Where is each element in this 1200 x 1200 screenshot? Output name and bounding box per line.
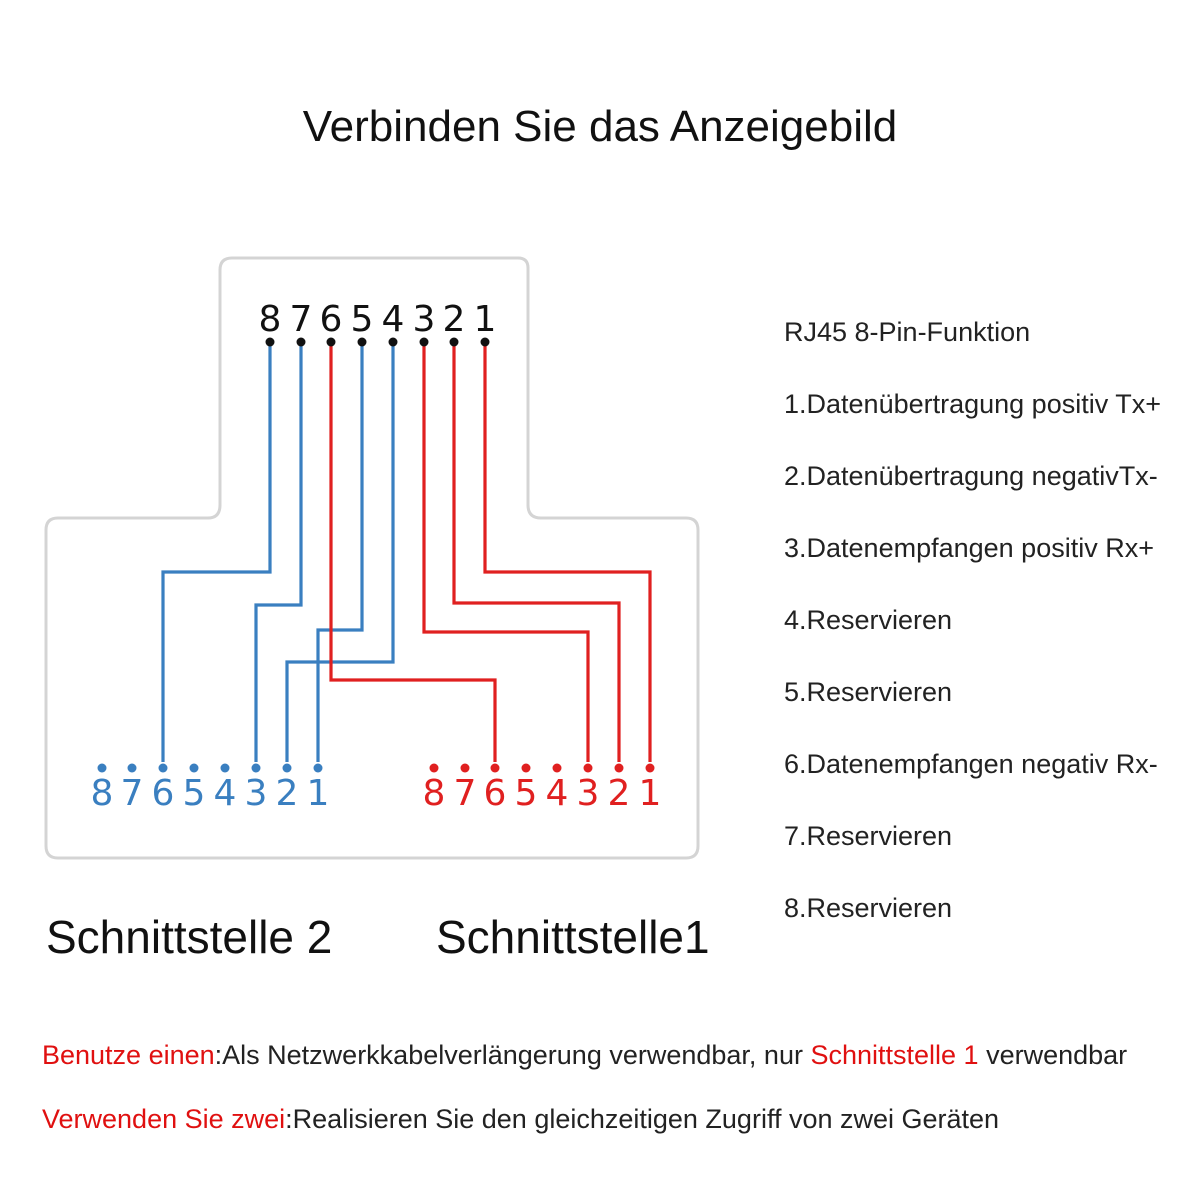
if2-pin-label-4: 4 [213,773,237,814]
if1-pin-label-1: 1 [638,773,662,814]
if1-pin-dot-5 [522,764,531,773]
pin-function-item-7: 7.Reservieren [784,821,953,851]
if2-pin-dot-8 [98,764,107,773]
if1-pin-label-8: 8 [422,773,446,814]
note-two-use [42,1104,999,1135]
if2-pin-label-2: 2 [275,773,299,814]
if1-pin-dot-8 [430,764,439,773]
pin-function-heading: RJ45 8-Pin-Funktion [784,317,1031,347]
if1-pin-label-3: 3 [576,773,600,814]
top-pin-label-8: 8 [258,299,282,340]
pin-function-item-2: 2.Datenübertragung negativTx- [784,461,1158,491]
pin-function-list [784,312,1161,960]
if2-pin-dot-1 [314,764,323,773]
interface-1-label: Schnittstelle1 [436,911,710,963]
top-pin-label-6: 6 [319,299,343,340]
pin-function-item-3: 3.Datenempfangen positiv Rx+ [784,533,1154,563]
if2-pin-dot-4 [221,764,230,773]
note-two-highlight: Verwenden Sie zwei [42,1104,286,1134]
top-pin-label-1: 1 [473,299,497,340]
note-one-text-end: verwendbar [978,1040,1128,1070]
note-one-text: Als Netzwerkkabelverlängerung verwendbar, nur [222,1040,811,1070]
if1-pin-label-4: 4 [545,773,569,814]
if1-pin-dot-3 [584,764,593,773]
if2-pin-dot-2 [283,764,292,773]
if2-pin-dot-6 [159,764,168,773]
board-outline [46,258,698,858]
if2-pin-dot-7 [128,764,137,773]
pin-function-item-6: 6.Datenempfangen negativ Rx- [784,749,1158,779]
pin-function-item-4: 4.Reservieren [784,605,953,635]
if2-pin-label-8: 8 [90,773,114,814]
top-pin-label-3: 3 [412,299,436,340]
splitter-wiring-diagram [0,0,780,880]
note-one-highlight-interface: Schnittstelle 1 [810,1040,979,1070]
if1-pin-label-7: 7 [453,773,477,814]
if1-pin-label-6: 6 [483,773,507,814]
note-one-use [42,1040,1127,1071]
if1-pin-dot-6 [491,764,500,773]
if2-pin-dot-5 [190,764,199,773]
note-one-sep: : [214,1040,223,1070]
if2-pin-label-6: 6 [151,773,175,814]
if2-pin-label-7: 7 [120,773,144,814]
if2-pin-label-3: 3 [244,773,268,814]
page-title: Verbinden Sie das Anzeigebild [302,102,898,151]
pin-function-item-5: 5.Reservieren [784,677,953,707]
top-pin-label-5: 5 [350,299,374,340]
if2-pin-label-1: 1 [306,773,330,814]
if1-pin-dot-2 [615,764,624,773]
if1-pin-dot-7 [461,764,470,773]
top-pin-label-7: 7 [289,299,313,340]
pin-function-item-1: 1.Datenübertragung positiv Tx+ [784,389,1161,419]
pin-function-item-8: 8.Reservieren [784,893,953,923]
if2-pin-label-5: 5 [182,773,206,814]
interface-2-label: Schnittstelle 2 [46,911,333,963]
note-one-highlight: Benutze einen [42,1040,215,1070]
top-pin-label-4: 4 [381,299,405,340]
if1-pin-dot-1 [646,764,655,773]
top-pin-label-2: 2 [442,299,466,340]
if1-pin-label-5: 5 [514,773,538,814]
note-two-sep: : [285,1104,293,1134]
if2-pin-dot-3 [252,764,261,773]
if1-pin-label-2: 2 [607,773,631,814]
if1-pin-dot-4 [553,764,562,773]
note-two-text: Realisieren Sie den gleichzeitigen Zugriff von zwei Geräten [292,1104,1000,1134]
